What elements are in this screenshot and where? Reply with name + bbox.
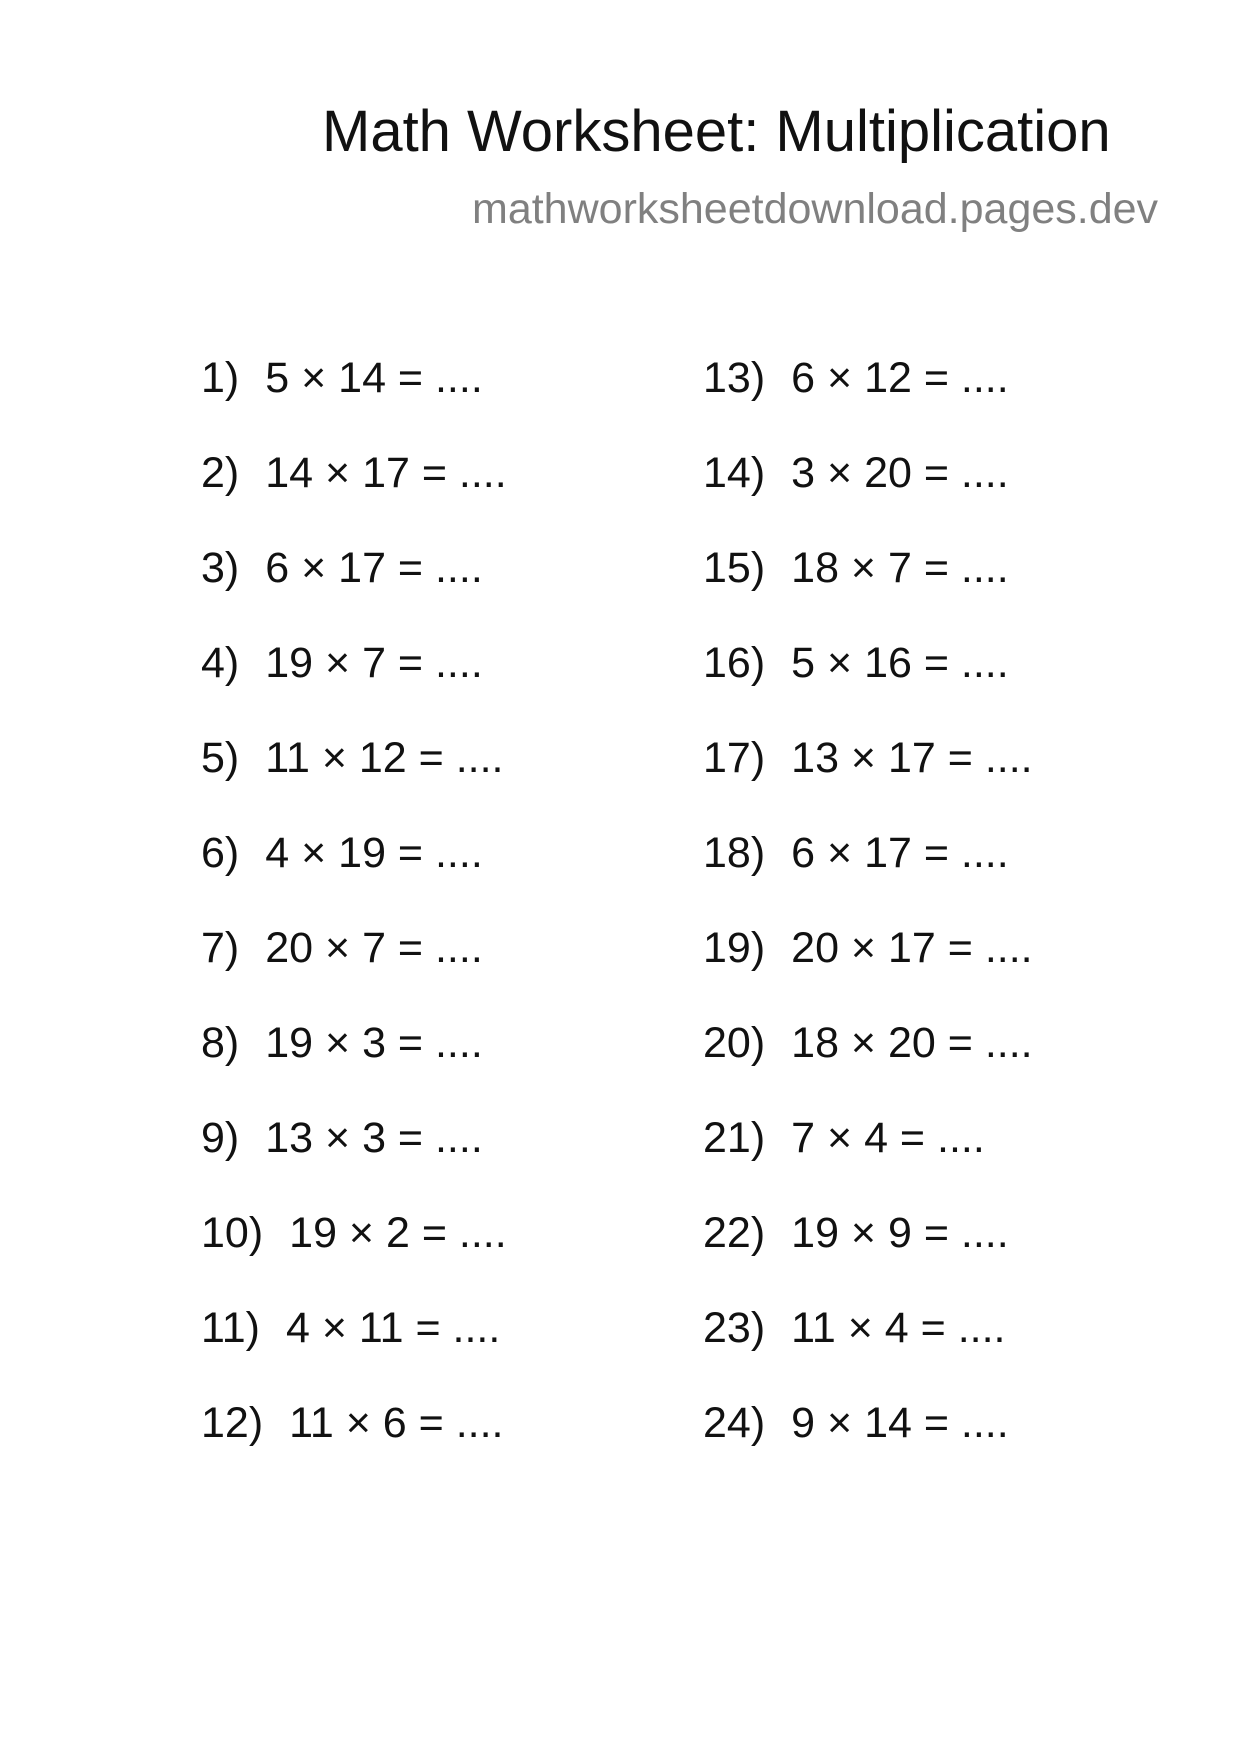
problem-number: 24) bbox=[703, 1399, 766, 1447]
problem-item bbox=[703, 1201, 1033, 1296]
problem-item bbox=[703, 441, 1033, 536]
problem-number: 15) bbox=[703, 544, 766, 592]
problem-expression: 5 × 14 = .... bbox=[265, 354, 483, 402]
problem-item bbox=[201, 726, 507, 821]
problem-number: 13) bbox=[703, 354, 766, 402]
problem-expression: 13 × 3 = .... bbox=[265, 1114, 483, 1162]
problem-expression: 4 × 11 = .... bbox=[285, 1304, 501, 1352]
problem-item bbox=[703, 726, 1033, 821]
problem-number: 4) bbox=[201, 639, 240, 687]
problem-number: 12) bbox=[201, 1399, 264, 1447]
problem-number: 1) bbox=[201, 354, 240, 402]
problem-expression: 4 × 19 = .... bbox=[265, 829, 483, 877]
problem-item bbox=[201, 631, 507, 726]
problem-column-right bbox=[703, 346, 1033, 1486]
problem-item bbox=[201, 441, 507, 536]
worksheet-title: Math Worksheet: Multiplication bbox=[322, 99, 1111, 164]
problem-item bbox=[703, 536, 1033, 631]
problem-item bbox=[201, 1296, 507, 1391]
problem-number: 7) bbox=[201, 924, 240, 972]
problem-expression: 19 × 9 = .... bbox=[791, 1209, 1009, 1257]
problem-expression: 13 × 17 = .... bbox=[791, 734, 1033, 782]
problem-number: 11) bbox=[201, 1304, 260, 1352]
problem-expression: 7 × 4 = .... bbox=[791, 1114, 985, 1162]
problem-item bbox=[201, 821, 507, 916]
problem-expression: 11 × 12 = .... bbox=[265, 734, 504, 782]
problem-expression: 6 × 17 = .... bbox=[791, 829, 1009, 877]
problem-number: 8) bbox=[201, 1019, 240, 1067]
problem-expression: 11 × 6 = .... bbox=[289, 1399, 504, 1447]
problem-item bbox=[201, 536, 507, 631]
problem-expression: 6 × 12 = .... bbox=[791, 354, 1009, 402]
problem-item bbox=[703, 916, 1033, 1011]
problem-expression: 9 × 14 = .... bbox=[791, 1399, 1009, 1447]
problem-number: 16) bbox=[703, 639, 766, 687]
problem-expression: 19 × 3 = .... bbox=[265, 1019, 483, 1067]
problem-item bbox=[703, 821, 1033, 916]
problem-expression: 19 × 2 = .... bbox=[289, 1209, 507, 1257]
problem-item bbox=[703, 1296, 1033, 1391]
problem-expression: 3 × 20 = .... bbox=[791, 449, 1009, 497]
source-url: mathworksheetdownload.pages.dev bbox=[472, 185, 1159, 233]
problem-item bbox=[201, 1011, 507, 1106]
problem-number: 6) bbox=[201, 829, 240, 877]
problem-number: 17) bbox=[703, 734, 766, 782]
problem-item bbox=[201, 1106, 507, 1201]
problem-item bbox=[703, 631, 1033, 726]
problem-number: 18) bbox=[703, 829, 766, 877]
problem-number: 19) bbox=[703, 924, 766, 972]
problem-number: 5) bbox=[201, 734, 240, 782]
problem-expression: 6 × 17 = .... bbox=[265, 544, 483, 592]
problem-expression: 19 × 7 = .... bbox=[265, 639, 483, 687]
problem-expression: 11 × 4 = .... bbox=[791, 1304, 1006, 1352]
problem-expression: 18 × 7 = .... bbox=[791, 544, 1009, 592]
problem-item bbox=[201, 916, 507, 1011]
problem-expression: 20 × 17 = .... bbox=[791, 924, 1033, 972]
problem-number: 22) bbox=[703, 1209, 766, 1257]
problem-item bbox=[703, 1011, 1033, 1106]
problem-expression: 5 × 16 = .... bbox=[791, 639, 1009, 687]
problem-number: 20) bbox=[703, 1019, 766, 1067]
problem-item bbox=[201, 1201, 507, 1296]
problem-expression: 14 × 17 = .... bbox=[265, 449, 507, 497]
problem-number: 10) bbox=[201, 1209, 264, 1257]
problem-item bbox=[703, 1391, 1033, 1486]
problem-item bbox=[703, 346, 1033, 441]
problem-number: 23) bbox=[703, 1304, 766, 1352]
problem-column-left bbox=[201, 346, 507, 1486]
problem-item bbox=[703, 1106, 1033, 1201]
problem-number: 21) bbox=[703, 1114, 766, 1162]
problem-item bbox=[201, 1391, 507, 1486]
problem-expression: 20 × 7 = .... bbox=[265, 924, 483, 972]
problem-item bbox=[201, 346, 507, 441]
problem-number: 2) bbox=[201, 449, 240, 497]
problem-expression: 18 × 20 = .... bbox=[791, 1019, 1033, 1067]
problem-number: 9) bbox=[201, 1114, 240, 1162]
problem-number: 3) bbox=[201, 544, 240, 592]
problem-number: 14) bbox=[703, 449, 766, 497]
